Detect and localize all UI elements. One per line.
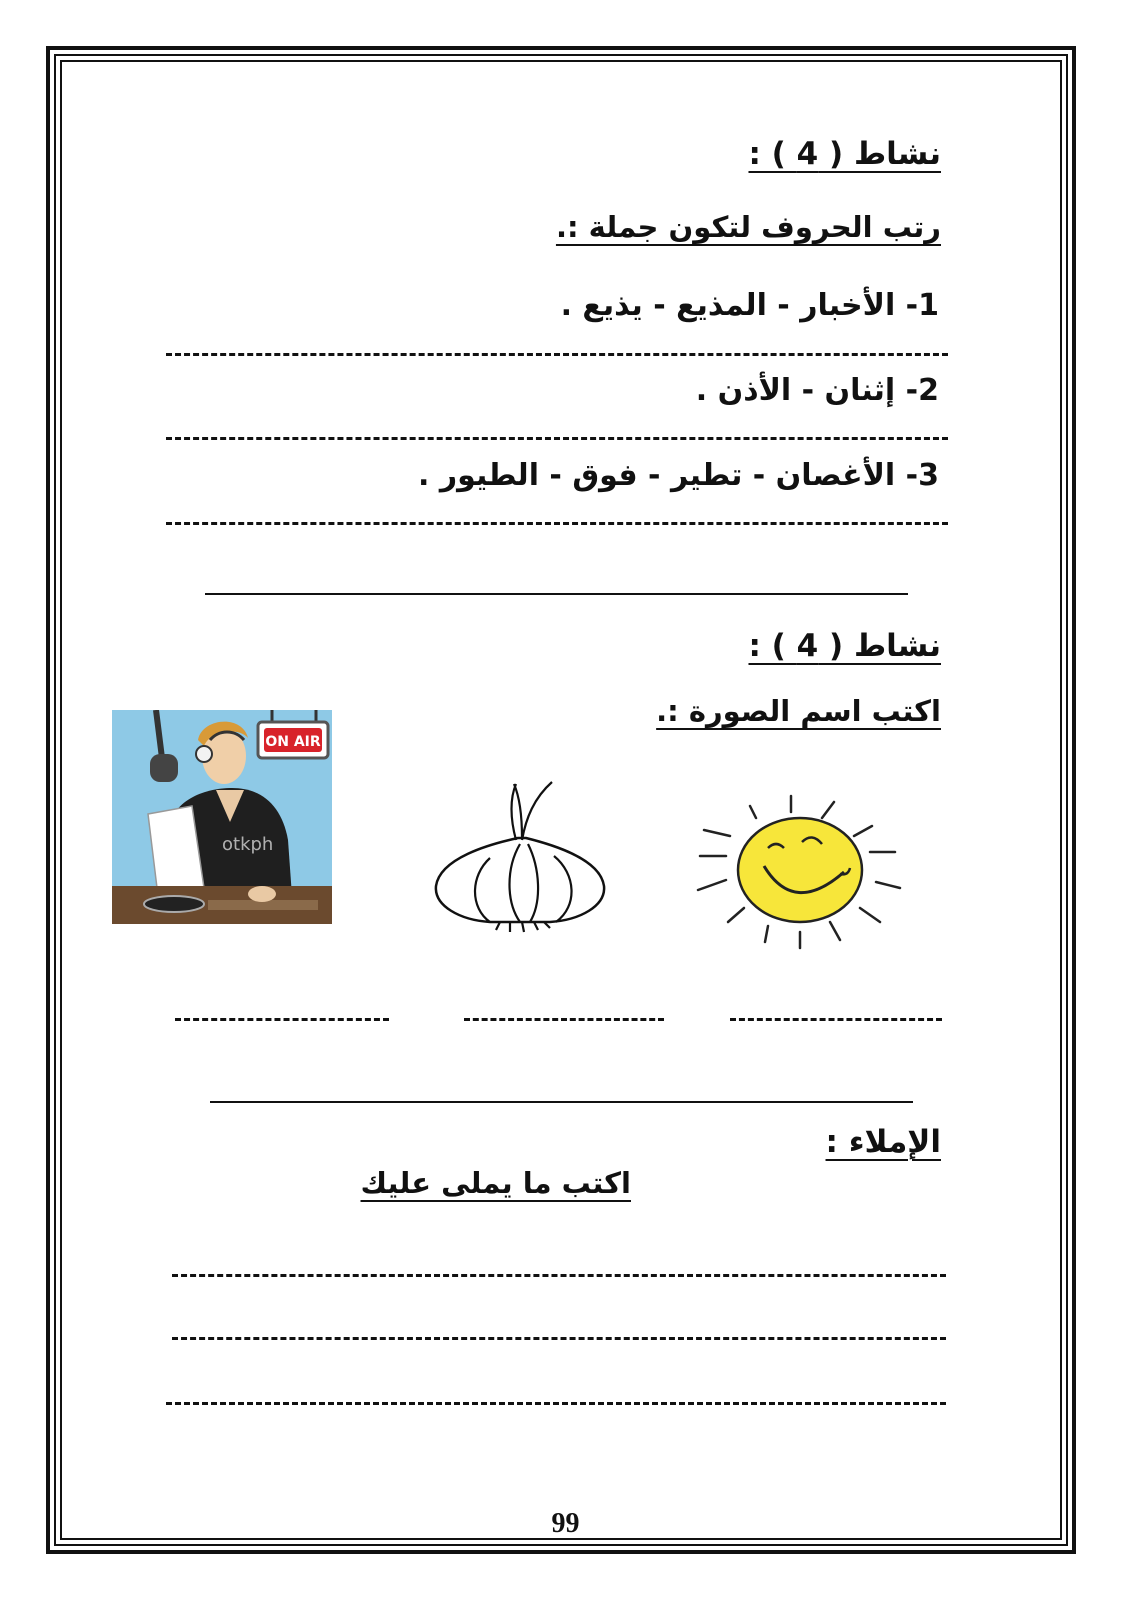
activity2-instruction: اكتب اسم الصورة :. — [656, 694, 941, 728]
picture-watermark: otkph — [222, 834, 274, 855]
activity1-title: نشاط ( 4 ) : — [748, 136, 941, 172]
answer-line-2[interactable] — [166, 437, 948, 440]
picture-answer-line-garlic[interactable] — [464, 1018, 664, 1021]
picture-answer-line-announcer[interactable] — [175, 1018, 389, 1021]
dictation-title: الإملاء : — [825, 1124, 941, 1160]
garlic-icon — [430, 778, 610, 938]
activity1-item-1: 1- الأخبار - المذيع - يذيع . — [560, 288, 939, 323]
page-number: 99 — [551, 1508, 580, 1539]
dictation-instruction: اكتب ما يملى عليك — [360, 1166, 631, 1200]
radio-announcer-picture — [112, 710, 332, 924]
answer-line-3[interactable] — [166, 522, 948, 525]
dictation-line-1[interactable] — [172, 1274, 946, 1277]
answer-line-1[interactable] — [166, 353, 948, 356]
activity1-instruction: رتب الحروف لتكون جملة :. — [555, 210, 941, 244]
sun-icon — [690, 790, 905, 950]
activity1-item-3: 3- الأغصان - تطير - فوق - الطيور . — [418, 458, 939, 493]
activity1-item-2: 2- إثنان - الأذن . — [695, 373, 939, 408]
dictation-line-3[interactable] — [166, 1402, 946, 1405]
on-air-sign: ON AIR — [265, 734, 321, 750]
section-separator-1 — [205, 593, 908, 595]
activity2-title: نشاط ( 4 ) : — [748, 628, 941, 664]
dictation-line-2[interactable] — [172, 1337, 946, 1340]
picture-answer-line-sun[interactable] — [730, 1018, 942, 1021]
section-separator-2 — [210, 1101, 913, 1103]
